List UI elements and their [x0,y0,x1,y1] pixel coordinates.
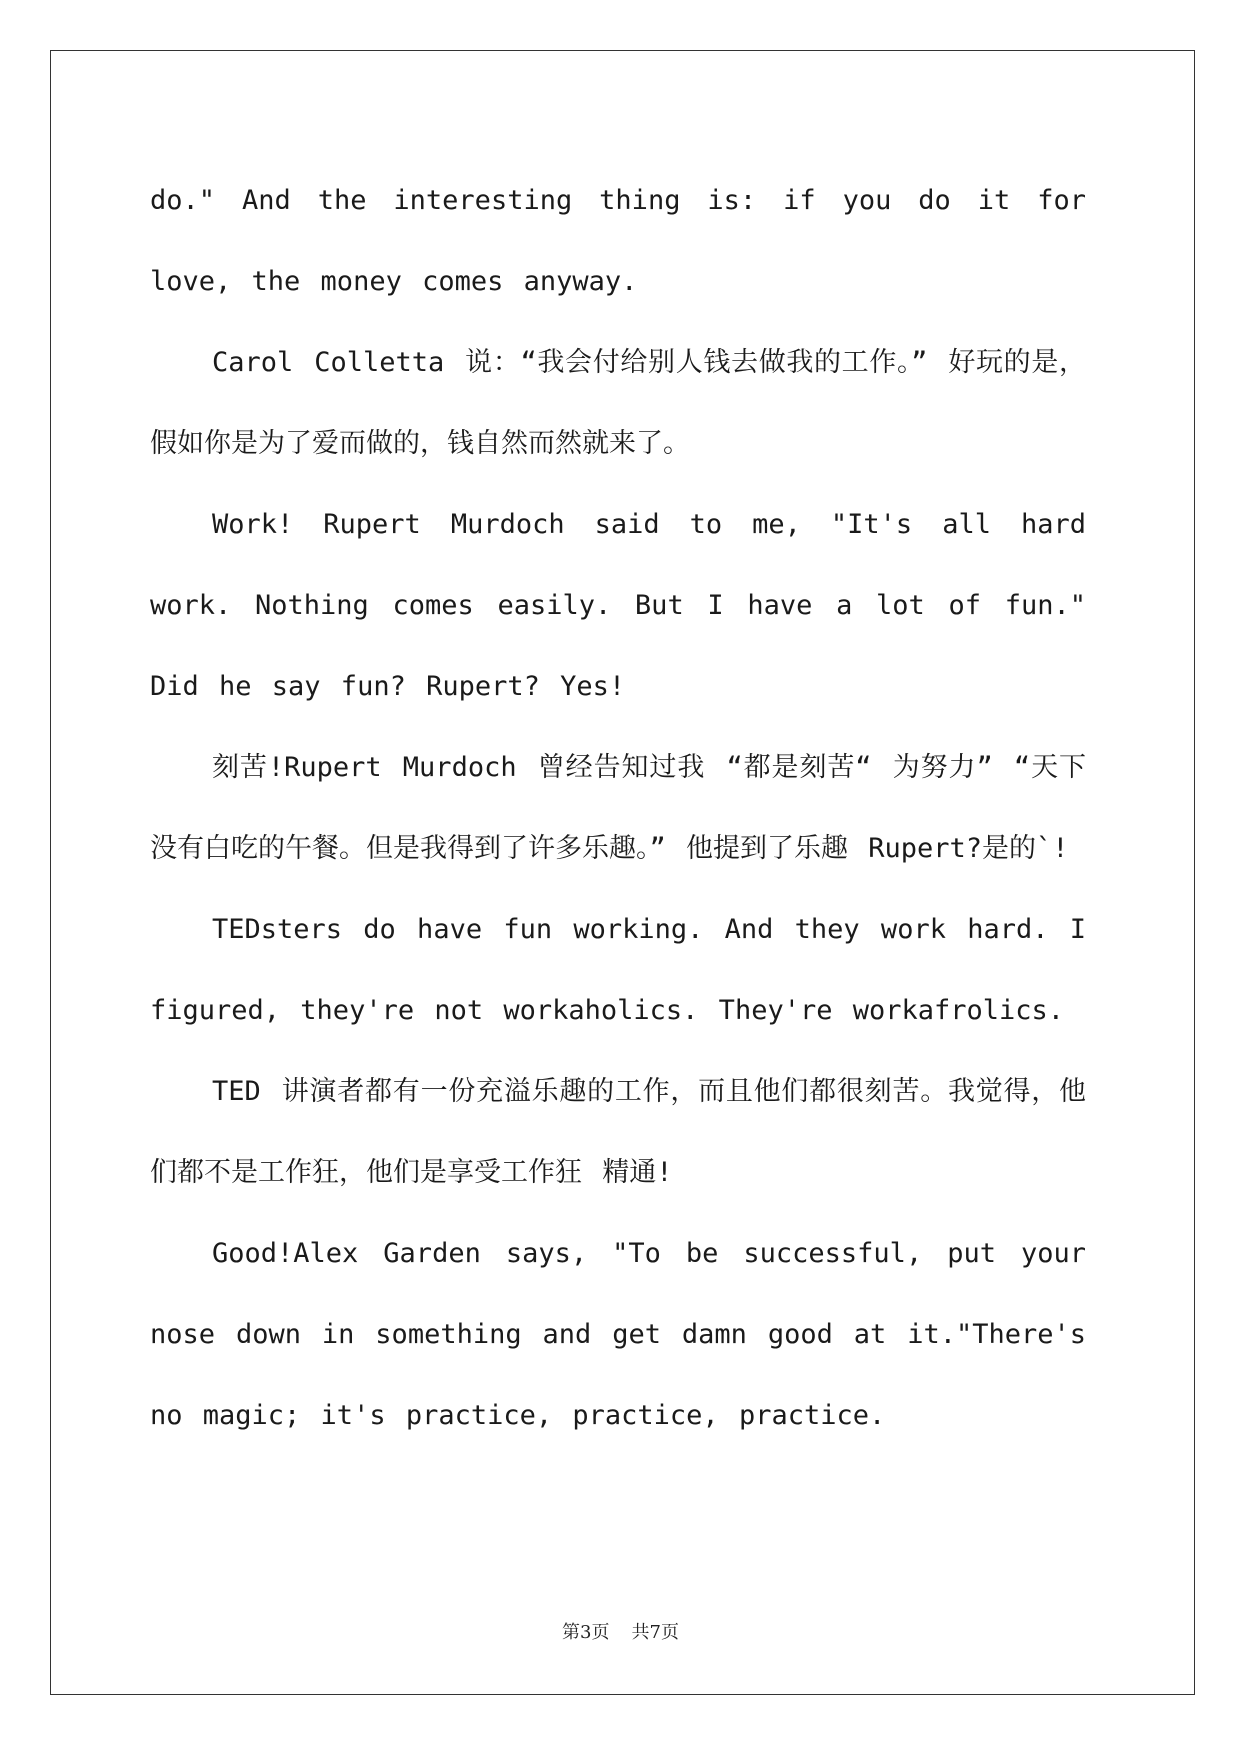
paragraph-7: Good!Alex Garden says, "To be successful, put your nose down in something and get damn good at it."There's no magic; it's practice, practice, practice. [150,1238,1086,1431]
paragraph-5: TEDsters do have fun working. And they work hard. I figured, they're not workaholics. They're workafrolics. [150,914,1086,1026]
page-number-current: 第3页 [562,1622,610,1643]
paragraph-6: TED 讲演者都有一份充溢乐趣的工作，而且他们都很刻苦。我觉得，他们都不是工作狂，他们是享受工作狂 精通! [150,1076,1086,1188]
document-body [150,160,1086,1456]
page-footer [0,1618,1241,1644]
paragraph-3: Work! Rupert Murdoch said to me, "It's all hard work. Nothing comes easily. But I have a lot of fun." Did he say fun? Rupert? Yes! [150,509,1086,702]
paragraph-4: 刻苦!Rupert Murdoch 曾经告知过我 “都是刻苦“ 为努力” “天下没有白吃的午餐。但是我得到了许多乐趣。” 他提到了乐趣 Rupert?是的`! [150,752,1086,864]
page-number-total: 共7页 [631,1622,679,1643]
paragraph-2: Carol Colletta 说：“我会付给别人钱去做我的工作。” 好玩的是，假如你是为了爱而做的，钱自然而然就来了。 [150,347,1086,459]
paragraph-1: do." And the interesting thing is: if you do it for love, the money comes anyway. [150,185,1086,297]
